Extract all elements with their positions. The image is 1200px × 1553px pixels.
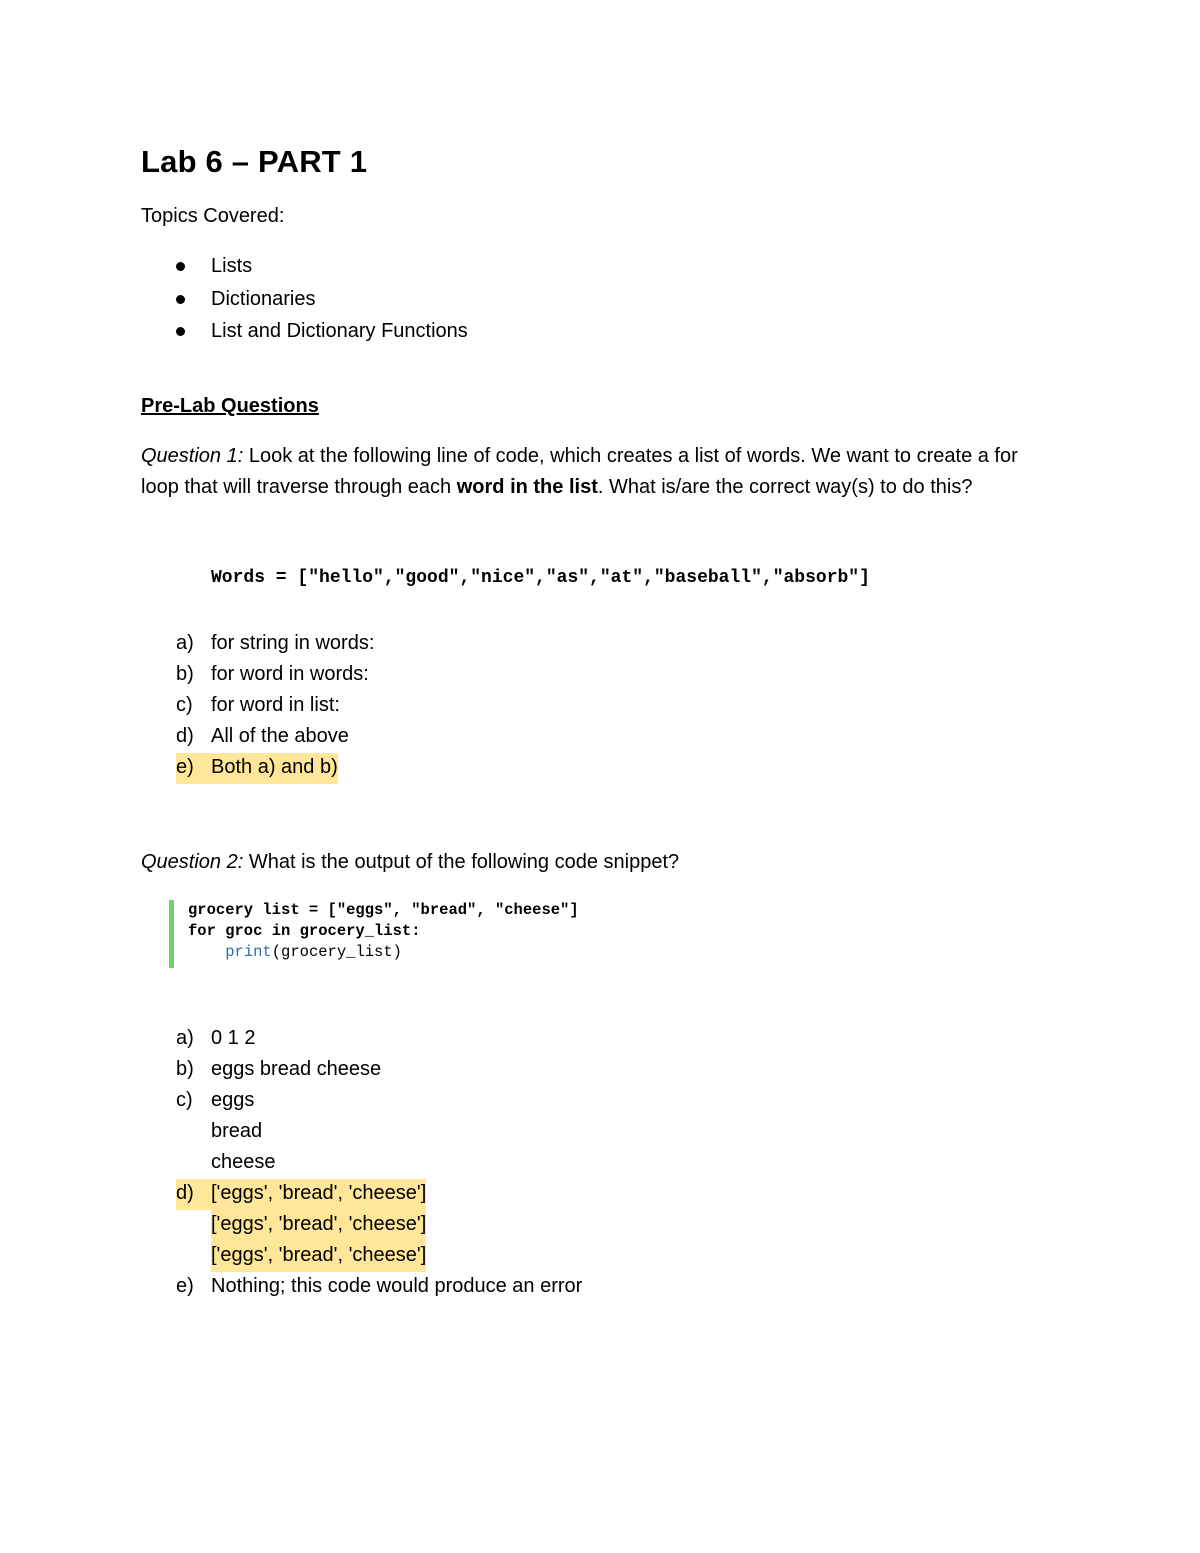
option-c-line: bread (211, 1120, 263, 1142)
option-d: d) All of the above (176, 725, 349, 747)
option-c-line: cheese (211, 1151, 276, 1173)
list-item: List and Dictionary Functions (176, 317, 468, 350)
answer-highlight: ['eggs', 'bread', 'cheese'] (211, 1179, 426, 1210)
option-d-line (176, 1210, 582, 1241)
option-a: a) for string in words: (176, 632, 375, 654)
option-c: c) eggs (176, 1089, 255, 1111)
list-item: Lists (176, 252, 468, 285)
question-2-label: Question 2: (141, 851, 244, 873)
prelab-heading: Pre-Lab Questions (141, 395, 319, 417)
bullet-icon (176, 262, 185, 271)
option-d-answer: d) ['eggs', 'bread', 'cheese'] (176, 1179, 582, 1210)
document-title: Lab 6 – PART 1 (141, 144, 368, 179)
question-2-code: grocery list = ["eggs", "bread", "cheese"] for groc in grocery_list: print(grocery_list) (169, 900, 579, 968)
list-item: Dictionaries (176, 285, 468, 318)
option-c: c) for word in list: (176, 694, 340, 716)
topics-heading: Topics Covered: (141, 205, 285, 227)
question-1-label: Question 1: (141, 445, 244, 467)
option-e: e) Nothing; this code would produce an error (176, 1275, 583, 1297)
question-1-options (176, 629, 374, 784)
topics-list (176, 252, 468, 350)
question-2-text: Question 2: What is the output of the following code snippet? (141, 851, 680, 873)
bullet-icon (176, 327, 185, 336)
option-b: b) for word in words: (176, 663, 369, 685)
bullet-icon (176, 295, 185, 304)
question-1-code: Words = ["hello","good","nice","as","at","baseball","absorb"] (211, 568, 870, 588)
option-a: a) 0 1 2 (176, 1027, 256, 1049)
option-b: b) eggs bread cheese (176, 1058, 382, 1080)
question-1-text: Question 1: Look at the following line of code, which creates a list of words. We want to create a for loop that will traverse through each word in the list. What is/are the correct way(s) to do this? (141, 445, 1018, 498)
question-2-options (176, 1024, 582, 1303)
option-e-answer (176, 753, 374, 784)
option-d-line (176, 1241, 582, 1272)
answer-highlight: e) Both a) and b) (176, 753, 338, 784)
answer-highlight: ['eggs', 'bread', 'cheese'] (211, 1241, 426, 1272)
answer-highlight: ['eggs', 'bread', 'cheese'] (211, 1210, 426, 1241)
